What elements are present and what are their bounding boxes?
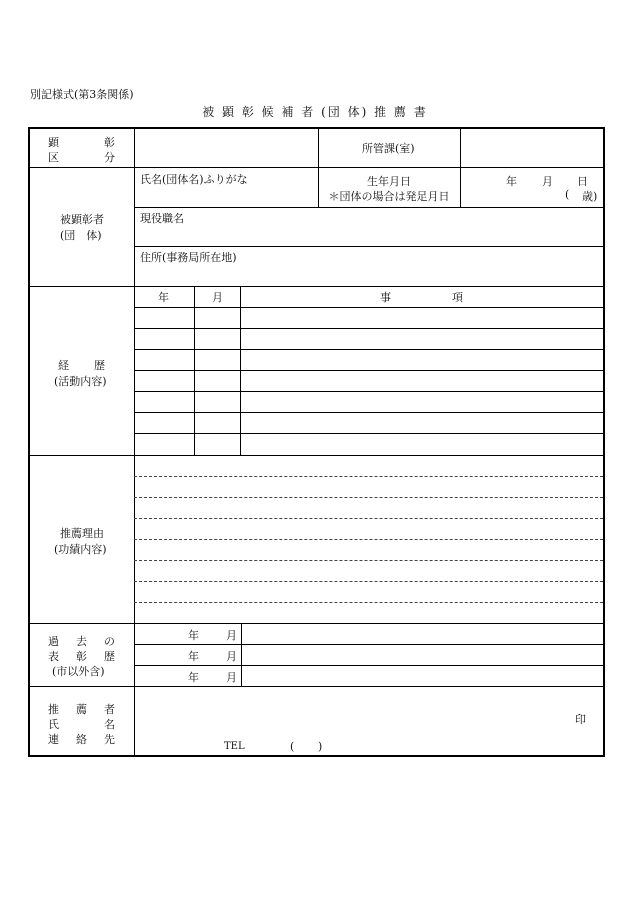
past-label-char: 歴 bbox=[104, 650, 115, 663]
table-border-left bbox=[28, 127, 30, 757]
category-label-char: 顕 bbox=[48, 136, 59, 149]
past-row-year: 年 bbox=[188, 650, 199, 663]
reason-writing-line bbox=[134, 476, 603, 477]
history-col-item: 事 bbox=[380, 291, 391, 304]
past-label-char: 表 bbox=[48, 650, 59, 663]
recommender-label-char: 者 bbox=[104, 703, 115, 716]
nominee-row-divider-1 bbox=[134, 207, 605, 208]
age-label: 歳) bbox=[582, 190, 598, 203]
name-label: 氏名(団体名)ふりがな bbox=[140, 173, 248, 186]
history-row-line bbox=[134, 391, 605, 392]
position-label: 現役職名 bbox=[140, 212, 184, 225]
reason-writing-line bbox=[134, 497, 603, 498]
recommender-label-char: 先 bbox=[104, 733, 115, 746]
history-label-char: 歴 bbox=[94, 359, 105, 372]
category-label-char: 区 bbox=[48, 151, 59, 164]
past-label-char: 過 bbox=[48, 635, 59, 648]
past-row-year: 年 bbox=[188, 671, 199, 684]
nominee-label: 被顕彰者 bbox=[60, 213, 104, 226]
history-row-line bbox=[134, 433, 605, 434]
history-row-line bbox=[134, 370, 605, 371]
past-col-divider bbox=[241, 623, 242, 686]
past-row-month: 月 bbox=[226, 671, 237, 684]
category-label-char: 分 bbox=[104, 151, 115, 164]
recommender-label-char: 薦 bbox=[76, 703, 87, 716]
nominee-row-divider-2 bbox=[134, 246, 605, 247]
tel-label: TEL bbox=[224, 741, 245, 752]
section-divider-2 bbox=[28, 286, 605, 287]
history-label: (活動内容) bbox=[54, 375, 107, 388]
nomination-form-table bbox=[28, 127, 605, 757]
recommender-label-char: 氏 bbox=[48, 718, 59, 731]
tel-paren-open: ( bbox=[290, 740, 295, 753]
history-row-line bbox=[134, 349, 605, 350]
past-row-month: 月 bbox=[226, 629, 237, 642]
table-border-bottom bbox=[28, 755, 605, 757]
reason-writing-line bbox=[134, 581, 603, 582]
seal-mark: 印 bbox=[575, 713, 586, 726]
past-row-line bbox=[134, 665, 605, 666]
birthdate-label: 生年月日 bbox=[367, 175, 411, 188]
age-paren-open: ( bbox=[565, 188, 570, 201]
reason-writing-line bbox=[134, 539, 603, 540]
section-divider-4 bbox=[28, 623, 605, 624]
table-border-top bbox=[28, 127, 605, 129]
birth-month-label: 月 bbox=[542, 175, 553, 188]
document-title: 被 顕 彰 候 補 者 (団 体) 推 薦 書 bbox=[202, 105, 428, 119]
category-divider-b bbox=[460, 127, 461, 207]
history-col-item: 項 bbox=[452, 291, 463, 304]
recommender-label-char: 連 bbox=[48, 733, 59, 746]
past-label-char: 彰 bbox=[76, 650, 87, 663]
category-label-char: 彰 bbox=[104, 136, 115, 149]
recommender-label-char: 絡 bbox=[76, 733, 87, 746]
reason-writing-line bbox=[134, 560, 603, 561]
past-label: (市以外含) bbox=[52, 665, 105, 678]
history-row-line bbox=[134, 412, 605, 413]
reason-label: 推薦理由 bbox=[60, 527, 104, 540]
reason-writing-line bbox=[134, 602, 603, 603]
tel-paren-close: ) bbox=[318, 740, 323, 753]
past-row-year: 年 bbox=[188, 629, 199, 642]
history-col-month: 月 bbox=[212, 291, 223, 304]
birth-year-label: 年 bbox=[506, 175, 517, 188]
birth-day-label: 日 bbox=[577, 175, 588, 188]
address-label: 住所(事務局所在地) bbox=[140, 251, 237, 264]
form-label: 別記様式(第3条関係) bbox=[30, 88, 134, 101]
section-divider-5 bbox=[28, 686, 605, 687]
birthdate-note: ＊団体の場合は発足月日 bbox=[328, 190, 450, 203]
nominee-label: (団 体) bbox=[60, 229, 102, 242]
section-divider-3 bbox=[28, 455, 605, 456]
reason-writing-line bbox=[134, 518, 603, 519]
past-label-char: 去 bbox=[76, 635, 87, 648]
category-divider-a bbox=[318, 127, 319, 167]
history-label-char: 経 bbox=[58, 359, 69, 372]
reason-label: (功績内容) bbox=[54, 543, 107, 556]
past-label-char: の bbox=[104, 635, 115, 648]
table-border-right bbox=[603, 127, 605, 757]
section-divider-1 bbox=[28, 167, 605, 168]
history-col-year: 年 bbox=[158, 291, 169, 304]
recommender-label-char: 推 bbox=[48, 703, 59, 716]
history-header-divider bbox=[134, 307, 605, 308]
dept-label: 所管課(室) bbox=[362, 142, 415, 155]
history-row-line bbox=[134, 328, 605, 329]
past-row-month: 月 bbox=[226, 650, 237, 663]
past-row-line bbox=[134, 644, 605, 645]
recommender-label-char: 名 bbox=[104, 718, 115, 731]
label-column-divider bbox=[134, 127, 135, 757]
